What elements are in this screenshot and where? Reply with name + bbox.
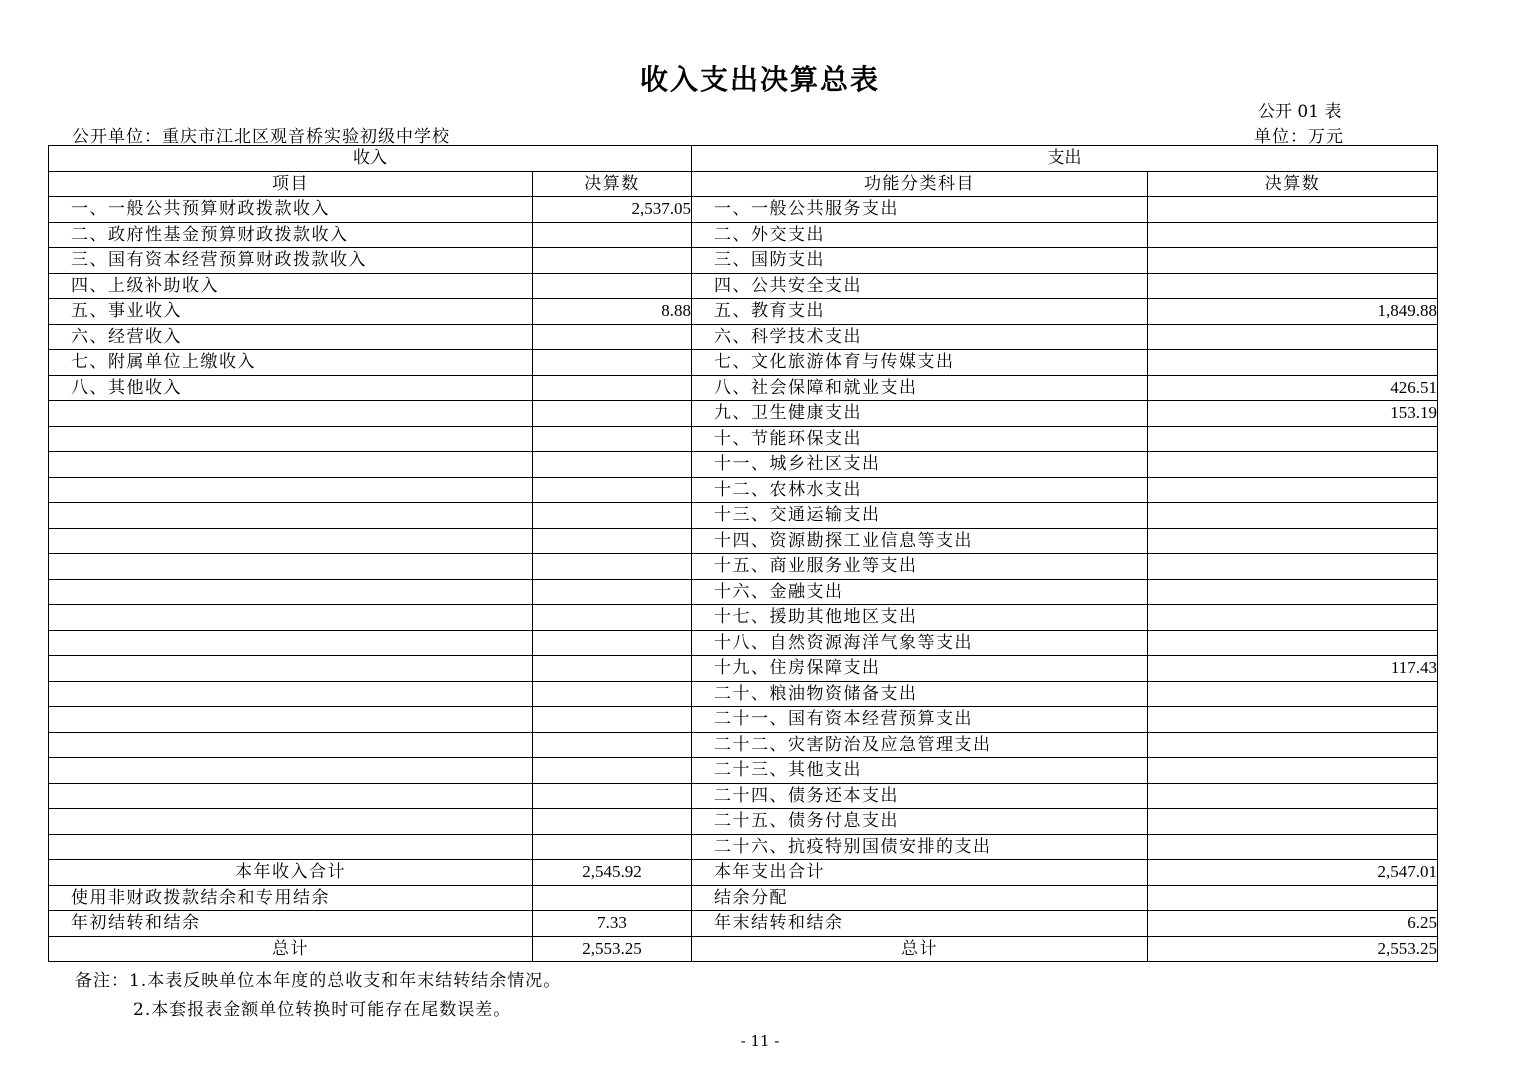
income-item-value [533, 707, 692, 733]
income-item-label [49, 809, 533, 835]
income-item-value [533, 273, 692, 299]
expense-item-label: 二十三、其他支出 [692, 758, 1148, 784]
reporting-unit: 公开单位：重庆市江北区观音桥实验初级中学校 [72, 127, 450, 147]
table-row [49, 834, 1438, 860]
table-row [49, 809, 1438, 835]
expense-item-value: 1,849.88 [1148, 299, 1438, 325]
total-row [49, 936, 1438, 962]
expense-item-value [1148, 758, 1438, 784]
income-item-value: 2,537.05 [533, 197, 692, 223]
income-item-label [49, 707, 533, 733]
grand-total-expense-label: 总计 [692, 936, 1148, 962]
expense-item-label: 五、教育支出 [692, 299, 1148, 325]
expense-item-label: 十二、农林水支出 [692, 477, 1148, 503]
income-item-value [533, 732, 692, 758]
amount-header: 决算数 [533, 171, 692, 197]
expense-item-value [1148, 528, 1438, 554]
income-item-label [49, 758, 533, 784]
expense-item-value [1148, 579, 1438, 605]
income-item-label [49, 630, 533, 656]
year-expense-total-label: 本年支出合计 [692, 860, 1148, 886]
income-item-value [533, 809, 692, 835]
income-item-label [49, 732, 533, 758]
income-item-value [533, 503, 692, 529]
income-item-value [533, 401, 692, 427]
table-row [49, 477, 1438, 503]
currency-unit: 单位：万元 [1254, 127, 1344, 147]
income-item-value [533, 783, 692, 809]
income-item-value [533, 528, 692, 554]
table-row [49, 732, 1438, 758]
grand-total-income-label: 总计 [49, 936, 533, 962]
year-expense-total-value: 2,547.01 [1148, 860, 1438, 886]
income-item-label [49, 656, 533, 682]
beginning-balance-label: 年初结转和结余 [49, 911, 533, 937]
table-row [49, 426, 1438, 452]
income-item-label [49, 579, 533, 605]
income-item-value [533, 477, 692, 503]
expense-item-label: 七、文化旅游体育与传媒支出 [692, 350, 1148, 376]
expense-item-label: 二十一、国有资本经营预算支出 [692, 707, 1148, 733]
expense-item-label: 三、国防支出 [692, 248, 1148, 274]
total-row [49, 911, 1438, 937]
income-expense-table [48, 145, 1438, 962]
table-row [49, 605, 1438, 631]
note-line-1: 备注：1.本表反映单位本年度的总收支和年末结转结余情况。 [75, 971, 562, 991]
income-item-value [533, 656, 692, 682]
income-item-value [533, 554, 692, 580]
income-item-label: 一、一般公共预算财政拨款收入 [49, 197, 533, 223]
expense-item-value [1148, 477, 1438, 503]
expense-item-label: 十一、城乡社区支出 [692, 452, 1148, 478]
grand-total-income-value: 2,553.25 [533, 936, 692, 962]
table-row [49, 554, 1438, 580]
year-income-total-value: 2,545.92 [533, 860, 692, 886]
table-row [49, 656, 1438, 682]
table-row [49, 222, 1438, 248]
table-row [49, 707, 1438, 733]
year-income-total-label: 本年收入合计 [49, 860, 533, 886]
income-item-value [533, 324, 692, 350]
table-row [49, 401, 1438, 427]
table-row [49, 324, 1438, 350]
table-row [49, 579, 1438, 605]
income-item-label: 四、上级补助收入 [49, 273, 533, 299]
income-item-label [49, 554, 533, 580]
expense-item-label: 四、公共安全支出 [692, 273, 1148, 299]
table-row [49, 503, 1438, 529]
expense-item-label: 二、外交支出 [692, 222, 1148, 248]
table-row [49, 273, 1438, 299]
table-row [49, 248, 1438, 274]
income-item-label: 七、附属单位上缴收入 [49, 350, 533, 376]
ending-balance-value: 6.25 [1148, 911, 1438, 937]
expense-item-label: 十三、交通运输支出 [692, 503, 1148, 529]
income-item-value [533, 834, 692, 860]
expense-item-label: 六、科学技术支出 [692, 324, 1148, 350]
expense-item-label: 二十、粮油物资储备支出 [692, 681, 1148, 707]
table-row [49, 299, 1438, 325]
expense-item-value [1148, 222, 1438, 248]
income-item-value [533, 222, 692, 248]
income-item-label [49, 528, 533, 554]
income-item-value [533, 605, 692, 631]
income-item-value [533, 426, 692, 452]
expense-item-value [1148, 707, 1438, 733]
expense-item-value [1148, 273, 1438, 299]
income-item-value [533, 579, 692, 605]
income-item-value [533, 681, 692, 707]
expense-item-label: 二十四、债务还本支出 [692, 783, 1148, 809]
page-number: - 11 - [740, 1032, 780, 1050]
beginning-balance-value: 7.33 [533, 911, 692, 937]
item-header: 项目 [49, 171, 533, 197]
income-item-label: 五、事业收入 [49, 299, 533, 325]
expense-item-label: 十、节能环保支出 [692, 426, 1148, 452]
expense-item-value [1148, 732, 1438, 758]
total-row [49, 860, 1438, 886]
surplus-allocation-label: 结余分配 [692, 885, 1148, 911]
table-row [49, 528, 1438, 554]
income-item-label [49, 401, 533, 427]
expense-item-value [1148, 783, 1438, 809]
expense-item-value [1148, 324, 1438, 350]
ending-balance-label: 年末结转和结余 [692, 911, 1148, 937]
expense-item-value [1148, 809, 1438, 835]
income-item-label [49, 477, 533, 503]
expense-item-label: 十九、住房保障支出 [692, 656, 1148, 682]
expense-item-label: 二十五、债务付息支出 [692, 809, 1148, 835]
note-line-2: 2.本套报表金额单位转换时可能存在尾数误差。 [133, 1000, 512, 1020]
expense-item-label: 十七、援助其他地区支出 [692, 605, 1148, 631]
expense-item-value [1148, 452, 1438, 478]
expense-item-value: 153.19 [1148, 401, 1438, 427]
income-item-value [533, 350, 692, 376]
income-item-label [49, 452, 533, 478]
amount2-header: 决算数 [1148, 171, 1438, 197]
form-number: 公开 01 表 [1258, 102, 1342, 122]
income-item-value [533, 630, 692, 656]
expense-header: 支出 [692, 146, 1438, 172]
income-item-label: 六、经营收入 [49, 324, 533, 350]
income-item-label: 二、政府性基金预算财政拨款收入 [49, 222, 533, 248]
table-subheader-row [49, 171, 1438, 197]
nonfiscal-surplus-label: 使用非财政拨款结余和专用结余 [49, 885, 533, 911]
total-row [49, 885, 1438, 911]
income-item-value [533, 248, 692, 274]
expense-item-value: 426.51 [1148, 375, 1438, 401]
expense-item-label: 十四、资源勘探工业信息等支出 [692, 528, 1148, 554]
expense-item-label: 八、社会保障和就业支出 [692, 375, 1148, 401]
income-item-value [533, 375, 692, 401]
income-item-label [49, 426, 533, 452]
table-row [49, 375, 1438, 401]
table-row [49, 630, 1438, 656]
surplus-allocation-value [1148, 885, 1438, 911]
expense-item-label: 二十六、抗疫特别国债安排的支出 [692, 834, 1148, 860]
expense-item-label: 九、卫生健康支出 [692, 401, 1148, 427]
expense-item-value [1148, 554, 1438, 580]
income-item-value: 8.88 [533, 299, 692, 325]
expense-item-value [1148, 630, 1438, 656]
expense-item-value [1148, 503, 1438, 529]
expense-item-label: 十六、金融支出 [692, 579, 1148, 605]
expense-item-value [1148, 197, 1438, 223]
expense-item-value [1148, 605, 1438, 631]
income-item-value [533, 452, 692, 478]
income-item-label [49, 503, 533, 529]
expense-item-value: 117.43 [1148, 656, 1438, 682]
income-item-label [49, 681, 533, 707]
table-header-row [49, 146, 1438, 172]
income-item-value [533, 758, 692, 784]
expense-item-value [1148, 350, 1438, 376]
expense-item-label: 二十二、灾害防治及应急管理支出 [692, 732, 1148, 758]
page-title: 收入支出决算总表 [639, 63, 880, 96]
func-item-header: 功能分类科目 [692, 171, 1148, 197]
income-header: 收入 [49, 146, 692, 172]
table-row [49, 758, 1438, 784]
income-item-label [49, 834, 533, 860]
expense-item-label: 十五、商业服务业等支出 [692, 554, 1148, 580]
expense-item-label: 一、一般公共服务支出 [692, 197, 1148, 223]
table-row [49, 452, 1438, 478]
expense-item-value [1148, 834, 1438, 860]
table-row [49, 350, 1438, 376]
nonfiscal-surplus-value [533, 885, 692, 911]
income-item-label [49, 783, 533, 809]
income-item-label: 八、其他收入 [49, 375, 533, 401]
table-row [49, 197, 1438, 223]
grand-total-expense-value: 2,553.25 [1148, 936, 1438, 962]
expense-item-value [1148, 248, 1438, 274]
expense-item-value [1148, 681, 1438, 707]
table-row [49, 681, 1438, 707]
table-row [49, 783, 1438, 809]
expense-item-label: 十八、自然资源海洋气象等支出 [692, 630, 1148, 656]
income-item-label: 三、国有资本经营预算财政拨款收入 [49, 248, 533, 274]
expense-item-value [1148, 426, 1438, 452]
income-item-label [49, 605, 533, 631]
